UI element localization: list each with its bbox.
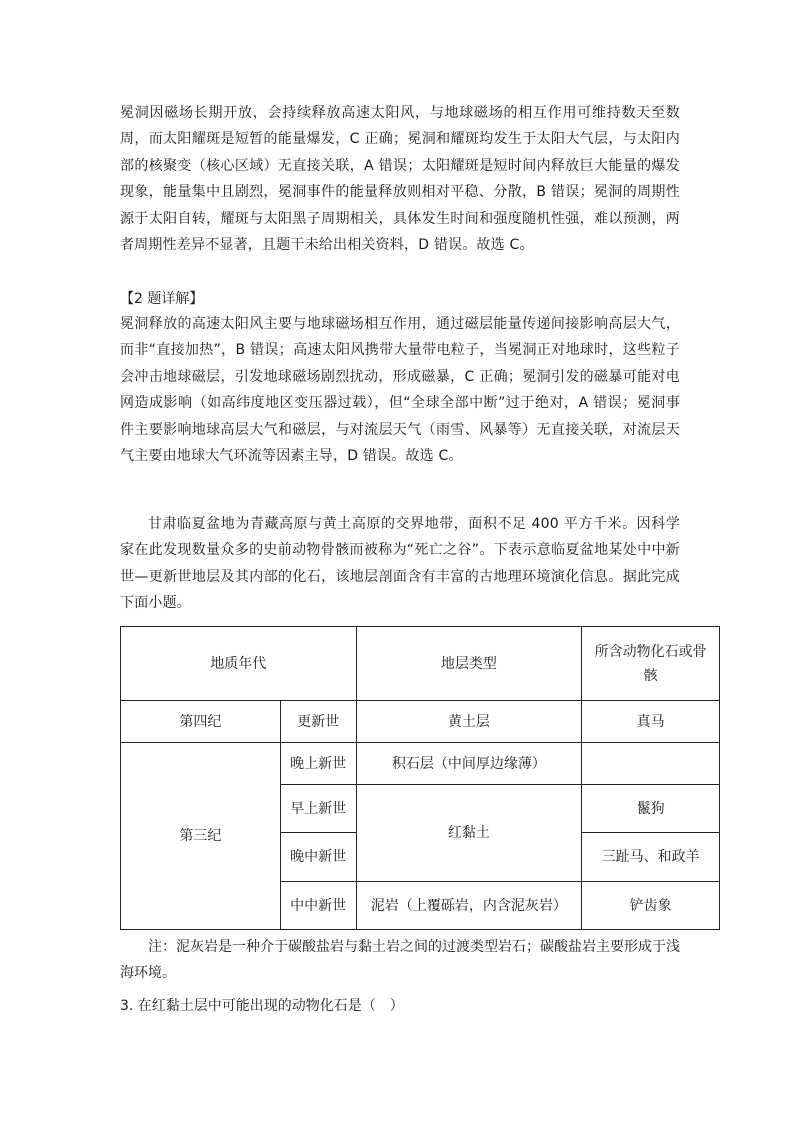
strata-table (120, 626, 720, 930)
stratum-cell: 积石层（中间厚边缘薄） (356, 743, 582, 785)
table-row (121, 701, 720, 743)
header-fossils: 所含动物化石或骨骸 (582, 627, 720, 701)
section-heading-question-2: 【2 题详解】 (120, 291, 204, 307)
period-cell: 第四纪 (121, 701, 281, 743)
fossil-cell: 真马 (582, 701, 720, 743)
answer-explanation-1: 冕洞因磁场长期开放，会持续释放高速太阳风，与地球磁场的相互作用可维持数天至数周，而太阳耀斑是短暂的能量爆发，C 正确；冕洞和耀斑均发生于太阳大气层，与太阳内部的核聚变（核心区域）无直接关联，A 错误；太阳耀斑是短时间内释放巨大能量的爆发现象，能量集中且剧烈，冕洞事件的能量释放则相对平稳、分散，B 错误；冕洞的周期性源于太阳自转，耀斑与太阳黑子周期相关，具体发生时间和强度随机性强，难以预测，两者周期性差异不显著，且题干未给出相关资料，D 错误。故选 C。 (120, 105, 680, 254)
epoch-cell: 晚上新世 (280, 743, 356, 785)
epoch-cell: 中中新世 (280, 882, 356, 930)
question-3: 3. 在红黏土层中可能出现的动物化石是（ ） (120, 998, 404, 1014)
fossil-cell-empty (582, 743, 720, 785)
question-intro: 甘肃临夏盆地为青藏高原与黄土高原的交界地带，面积不足 400 平方千米。因科学家在此发现数量众多的史前动物骨骸而被称为“死亡之谷”。下表示意临夏盆地某处中中新世—更新世地层及其内部的化石，该地层剖面含有丰富的古地理环境演化信息。据此完成下面小题。 (120, 516, 680, 612)
table-row (121, 743, 720, 785)
header-geologic-age: 地质年代 (121, 627, 357, 701)
stratum-cell: 黄土层 (356, 701, 582, 743)
fossil-cell: 三趾马、和政羊 (582, 833, 720, 882)
epoch-cell: 晚中新世 (280, 833, 356, 882)
header-stratum-type: 地层类型 (356, 627, 582, 701)
epoch-cell: 早上新世 (280, 785, 356, 833)
stratum-cell: 泥岩（上覆砾岩，内含泥灰岩） (356, 882, 582, 930)
fossil-cell: 铲齿象 (582, 882, 720, 930)
fossil-cell: 鬣狗 (582, 785, 720, 833)
stratum-cell: 红黏土 (356, 785, 582, 882)
table-header-row (121, 627, 720, 701)
answer-explanation-2: 冕洞释放的高速太阳风主要与地球磁场相互作用，通过磁层能量传递间接影响高层大气，而非“直接加热”，B 错误；高速太阳风携带大量带电粒子，当冕洞正对地球时，这些粒子会冲击地球磁层，引发地球磁场剧烈扰动，形成磁暴，C 正确；冕洞引发的磁暴可能对电网造成影响（如高纬度地区变压器过载），但“全球全部中断”过于绝对，A 错误；冕洞事件主要影响地球高层大气和磁层，与对流层天气（雨雪、风暴等）无直接关联，对流层天气主要由地球大气环流等因素主导，D 错误。故选 C。 (120, 316, 680, 465)
period-cell: 第三纪 (121, 743, 281, 930)
epoch-cell: 更新世 (280, 701, 356, 743)
table-note: 注：泥灰岩是一种介于碳酸盐岩与黏土岩之间的过渡类型岩石；碳酸盐岩主要形成于浅海环境。 (120, 939, 680, 981)
